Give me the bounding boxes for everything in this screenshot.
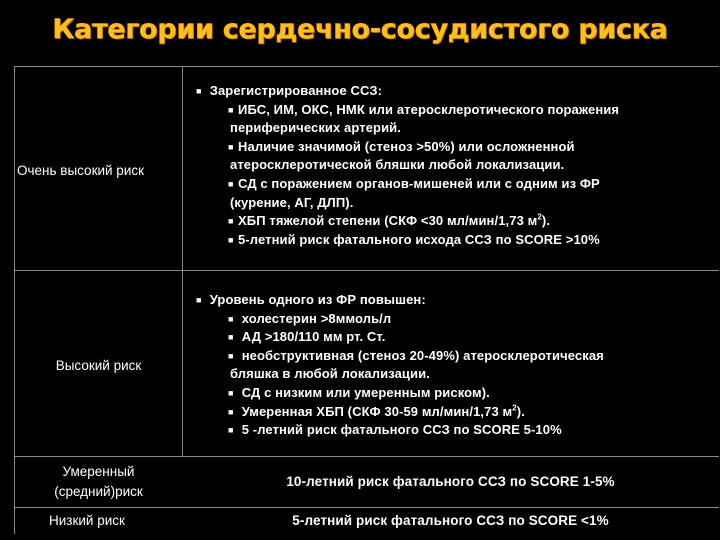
moderate-risk-label: Умеренный (средний)риск — [54, 464, 143, 499]
square-bullet-icon: ■ — [228, 104, 234, 115]
criteria-line: ■ ИБС, ИМ, ОКС, НМК или атеросклеротического поражения — [196, 101, 720, 120]
criteria-line: (курение, АГ, ДЛП). — [230, 194, 354, 210]
risk-table — [14, 66, 719, 534]
square-bullet-icon: ■ — [228, 332, 234, 343]
row-divider — [15, 270, 719, 271]
criteria-line: ■ 5 -летний риск фатального ССЗ по SCORE 5-10% — [196, 421, 720, 440]
page-title: Категории сердечно-сосудистого риска — [52, 14, 668, 45]
square-bullet-icon: ■ — [228, 313, 234, 324]
very-high-risk-criteria — [182, 82, 720, 249]
square-bullet-icon: ■ — [228, 216, 234, 227]
square-bullet-icon: ■ — [228, 178, 234, 189]
low-risk-criteria: 5-летний риск фатального ССЗ по SCORE <1% — [292, 512, 609, 528]
criteria-line: ■ Умеренная ХБП (СКФ 30-59 мл/мин/1,73 $м^2$). — [196, 403, 720, 422]
square-bullet-icon: ■ — [228, 406, 234, 417]
square-bullet-icon: ■ — [228, 387, 234, 398]
criteria-line: ■ СД с поражением органов-мишеней или с одним из ФР — [196, 175, 720, 194]
moderate-risk-criteria: 10-летний риск фатального ССЗ по SCORE 1-5% — [286, 473, 615, 489]
row-divider — [15, 456, 719, 457]
square-bullet-icon: ■ — [196, 86, 202, 96]
criteria-line: бляшка в любой локализации. — [230, 366, 430, 382]
square-bullet-icon: ■ — [228, 141, 234, 152]
square-bullet-icon: ■ — [228, 234, 234, 245]
criteria-line: ■ СД с низким или умеренным риском). — [196, 384, 720, 403]
criteria-line: периферических артерий. — [230, 120, 401, 136]
high-risk-criteria — [182, 291, 720, 440]
row-divider — [15, 507, 719, 508]
square-bullet-icon: ■ — [228, 425, 234, 436]
high-risk-label: Высокий риск — [55, 358, 142, 373]
very-high-risk-label: Очень высокий риск — [17, 163, 145, 178]
criteria-line: ■ 5-летний риск фатального исхода ССЗ по SCORE >10% — [196, 231, 720, 250]
criteria-line: ■ холестерин >8ммоль/л — [196, 310, 720, 329]
criteria-line: ■ необструктивная (стеноз 20-49%) атеросклеротическая — [196, 347, 720, 366]
square-bullet-icon: ■ — [228, 350, 234, 361]
criteria-line: ■ АД >180/110 мм рт. Ст. — [196, 328, 720, 347]
low-risk-label: Низкий риск — [49, 513, 125, 528]
criteria-line: атеросклеротической бляшки любой локализации. — [230, 157, 565, 173]
criteria-line: ■ Уровень одного из ФР повышен: — [196, 291, 720, 310]
criteria-line: ■ Зарегистрированное ССЗ: — [196, 82, 720, 101]
criteria-line: ■ Наличие значимой (стеноз >50%) или осложненной — [196, 138, 720, 157]
square-bullet-icon: ■ — [196, 295, 202, 305]
criteria-line: ■ ХБП тяжелой степени (СКФ <30 мл/мин/1,73 $м^2$). — [196, 212, 720, 231]
